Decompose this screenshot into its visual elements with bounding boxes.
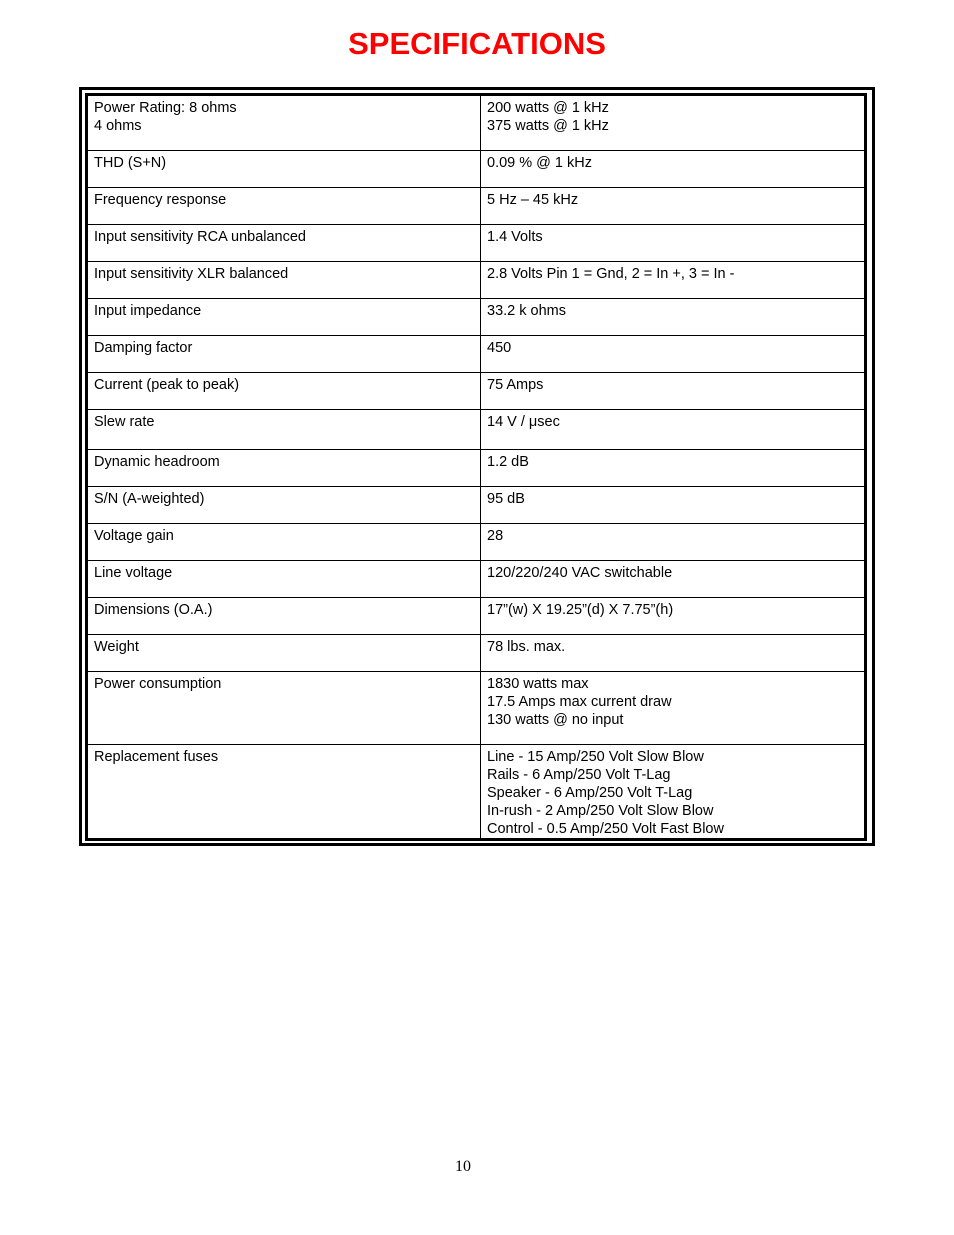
spec-value: 200 watts @ 1 kHz 375 watts @ 1 kHz [481, 95, 866, 151]
page-number: 10 [455, 1158, 471, 1175]
spec-value: 450 [481, 336, 866, 373]
spec-label: Frequency response [87, 188, 481, 225]
spec-row [87, 336, 866, 373]
spec-row [87, 225, 866, 262]
spec-label: Weight [87, 635, 481, 672]
spec-row [87, 561, 866, 598]
spec-value: 1.4 Volts [481, 225, 866, 262]
spec-value: 0.09 % @ 1 kHz [481, 151, 866, 188]
spec-row [87, 373, 866, 410]
spec-value: 1.2 dB [481, 450, 866, 487]
spec-label: Dynamic headroom [87, 450, 481, 487]
specifications-table [85, 93, 867, 841]
spec-row [87, 635, 866, 672]
spec-value: 33.2 k ohms [481, 299, 866, 336]
spec-label: Damping factor [87, 336, 481, 373]
spec-row [87, 487, 866, 524]
spec-row [87, 188, 866, 225]
spec-row [87, 598, 866, 635]
spec-value: 17”(w) X 19.25”(d) X 7.75”(h) [481, 598, 866, 635]
spec-label: Slew rate [87, 410, 481, 450]
spec-row [87, 524, 866, 561]
spec-row [87, 672, 866, 745]
spec-row [87, 95, 866, 151]
spec-label: Replacement fuses [87, 745, 481, 840]
spec-row [87, 450, 866, 487]
spec-value: 14 V / μsec [481, 410, 866, 450]
spec-row [87, 151, 866, 188]
spec-label: Input impedance [87, 299, 481, 336]
spec-value: 75 Amps [481, 373, 866, 410]
spec-label: Power consumption [87, 672, 481, 745]
spec-value: 95 dB [481, 487, 866, 524]
specifications-table-body [87, 95, 866, 840]
spec-value: 28 [481, 524, 866, 561]
spec-row [87, 262, 866, 299]
spec-label: Input sensitivity RCA unbalanced [87, 225, 481, 262]
spec-value: 120/220/240 VAC switchable [481, 561, 866, 598]
spec-label: Current (peak to peak) [87, 373, 481, 410]
spec-value: 1830 watts max 17.5 Amps max current draw 130 watts @ no input [481, 672, 866, 745]
spec-value: 2.8 Volts Pin 1 = Gnd, 2 = In +, 3 = In - [481, 262, 866, 299]
spec-label: Power Rating: 8 ohms 4 ohms [87, 95, 481, 151]
spec-row [87, 410, 866, 450]
spec-label: Input sensitivity XLR balanced [87, 262, 481, 299]
spec-label: THD (S+N) [87, 151, 481, 188]
spec-label: Voltage gain [87, 524, 481, 561]
spec-label: Line voltage [87, 561, 481, 598]
spec-row [87, 299, 866, 336]
spec-row [87, 745, 866, 840]
spec-value: 78 lbs. max. [481, 635, 866, 672]
spec-label: S/N (A-weighted) [87, 487, 481, 524]
spec-value: Line - 15 Amp/250 Volt Slow Blow Rails - 6 Amp/250 Volt T-Lag Speaker - 6 Amp/250 Volt T-Lag In-rush - 2 Amp/250 Volt Slow Blow Control - 0.5 Amp/250 Volt Fast Blow [481, 745, 866, 840]
page-title: SPECIFICATIONS [348, 26, 606, 61]
spec-label: Dimensions (O.A.) [87, 598, 481, 635]
spec-value: 5 Hz – 45 kHz [481, 188, 866, 225]
